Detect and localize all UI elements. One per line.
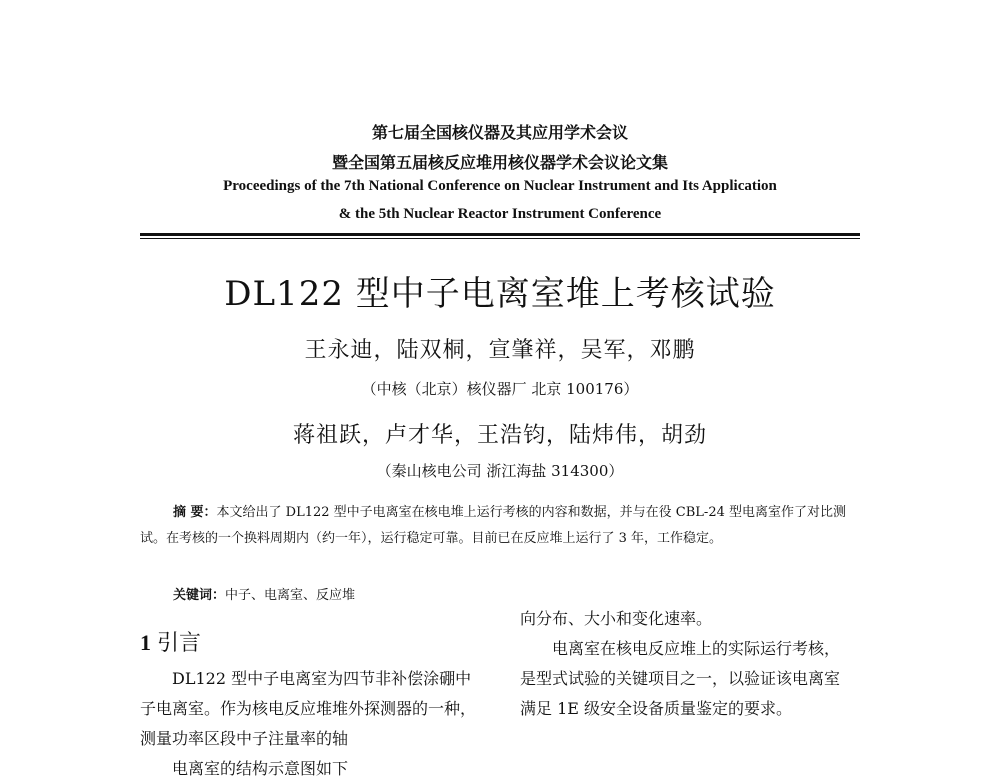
keywords-label: 关键词： xyxy=(173,588,226,603)
proceedings-subtitle-en: & the 5th Nuclear Reactor Instrument Conference xyxy=(338,206,662,222)
abstract-text: 本文给出了 DL122 型中子电离室在核电堆上运行考核的内容和数据，并与在役 CBL-24 型电离室作了对比测试。在考核的一个换料周期内（约一年），运行稳定可靠。目前已在反应堆上运行了 3 年，工作稳定。 xyxy=(140,505,846,546)
abstract-label: 摘 要： xyxy=(173,505,217,520)
proceedings-subtitle-cn: 暨全国第五届核反应堆用核仪器学术会议论文集 xyxy=(331,153,668,172)
right-continuation: 向分布、大小和变化速率。 xyxy=(520,609,713,628)
paper-title: DL122 型中子电离室堆上考核试验 xyxy=(224,274,776,314)
keywords-text: 中子、电离室、反应堆 xyxy=(225,588,356,603)
right-paragraph: 电离室在核电反应堆上的实际运行考核，是型式试验的关键项目之一，以验证该电离室满足 1E 级安全设备质量鉴定的要求。 xyxy=(520,639,841,718)
section-heading xyxy=(140,626,201,657)
section-title: 引言 xyxy=(157,631,202,656)
authors-group-2: 蒋祖跃，卢才华，王浩钧，陆炜伟，胡劲 xyxy=(292,423,707,448)
abstract xyxy=(140,500,860,552)
intro-paragraph-cut: 电离室的结构示意图如下 xyxy=(172,759,349,778)
header-rule-thick xyxy=(140,233,860,236)
intro-paragraph: DL122 型中子电离室为四节非补偿涂硼中子电离室。作为核电反应堆堆外探测器的一种，测量功率区段中子注量率的轴 xyxy=(140,669,477,748)
affiliation-2: （秦山核电公司 浙江海盐 314300） xyxy=(376,462,624,480)
section-number: 1 xyxy=(140,630,151,655)
authors-group-1: 王永迪，陆双桐，宣肇祥，吴军，邓鹏 xyxy=(304,338,696,363)
body-column-right xyxy=(520,604,850,724)
body-column-left xyxy=(140,664,480,784)
proceedings-title-en: Proceedings of the 7th National Conference on Nuclear Instrument and Its Application xyxy=(223,178,777,194)
header-rule-thin xyxy=(140,238,860,239)
proceedings-title-cn: 第七届全国核仪器及其应用学术会议 xyxy=(371,123,628,142)
affiliation-1: （中核（北京）核仪器厂 北京 100176） xyxy=(361,380,639,398)
keywords xyxy=(173,584,355,603)
